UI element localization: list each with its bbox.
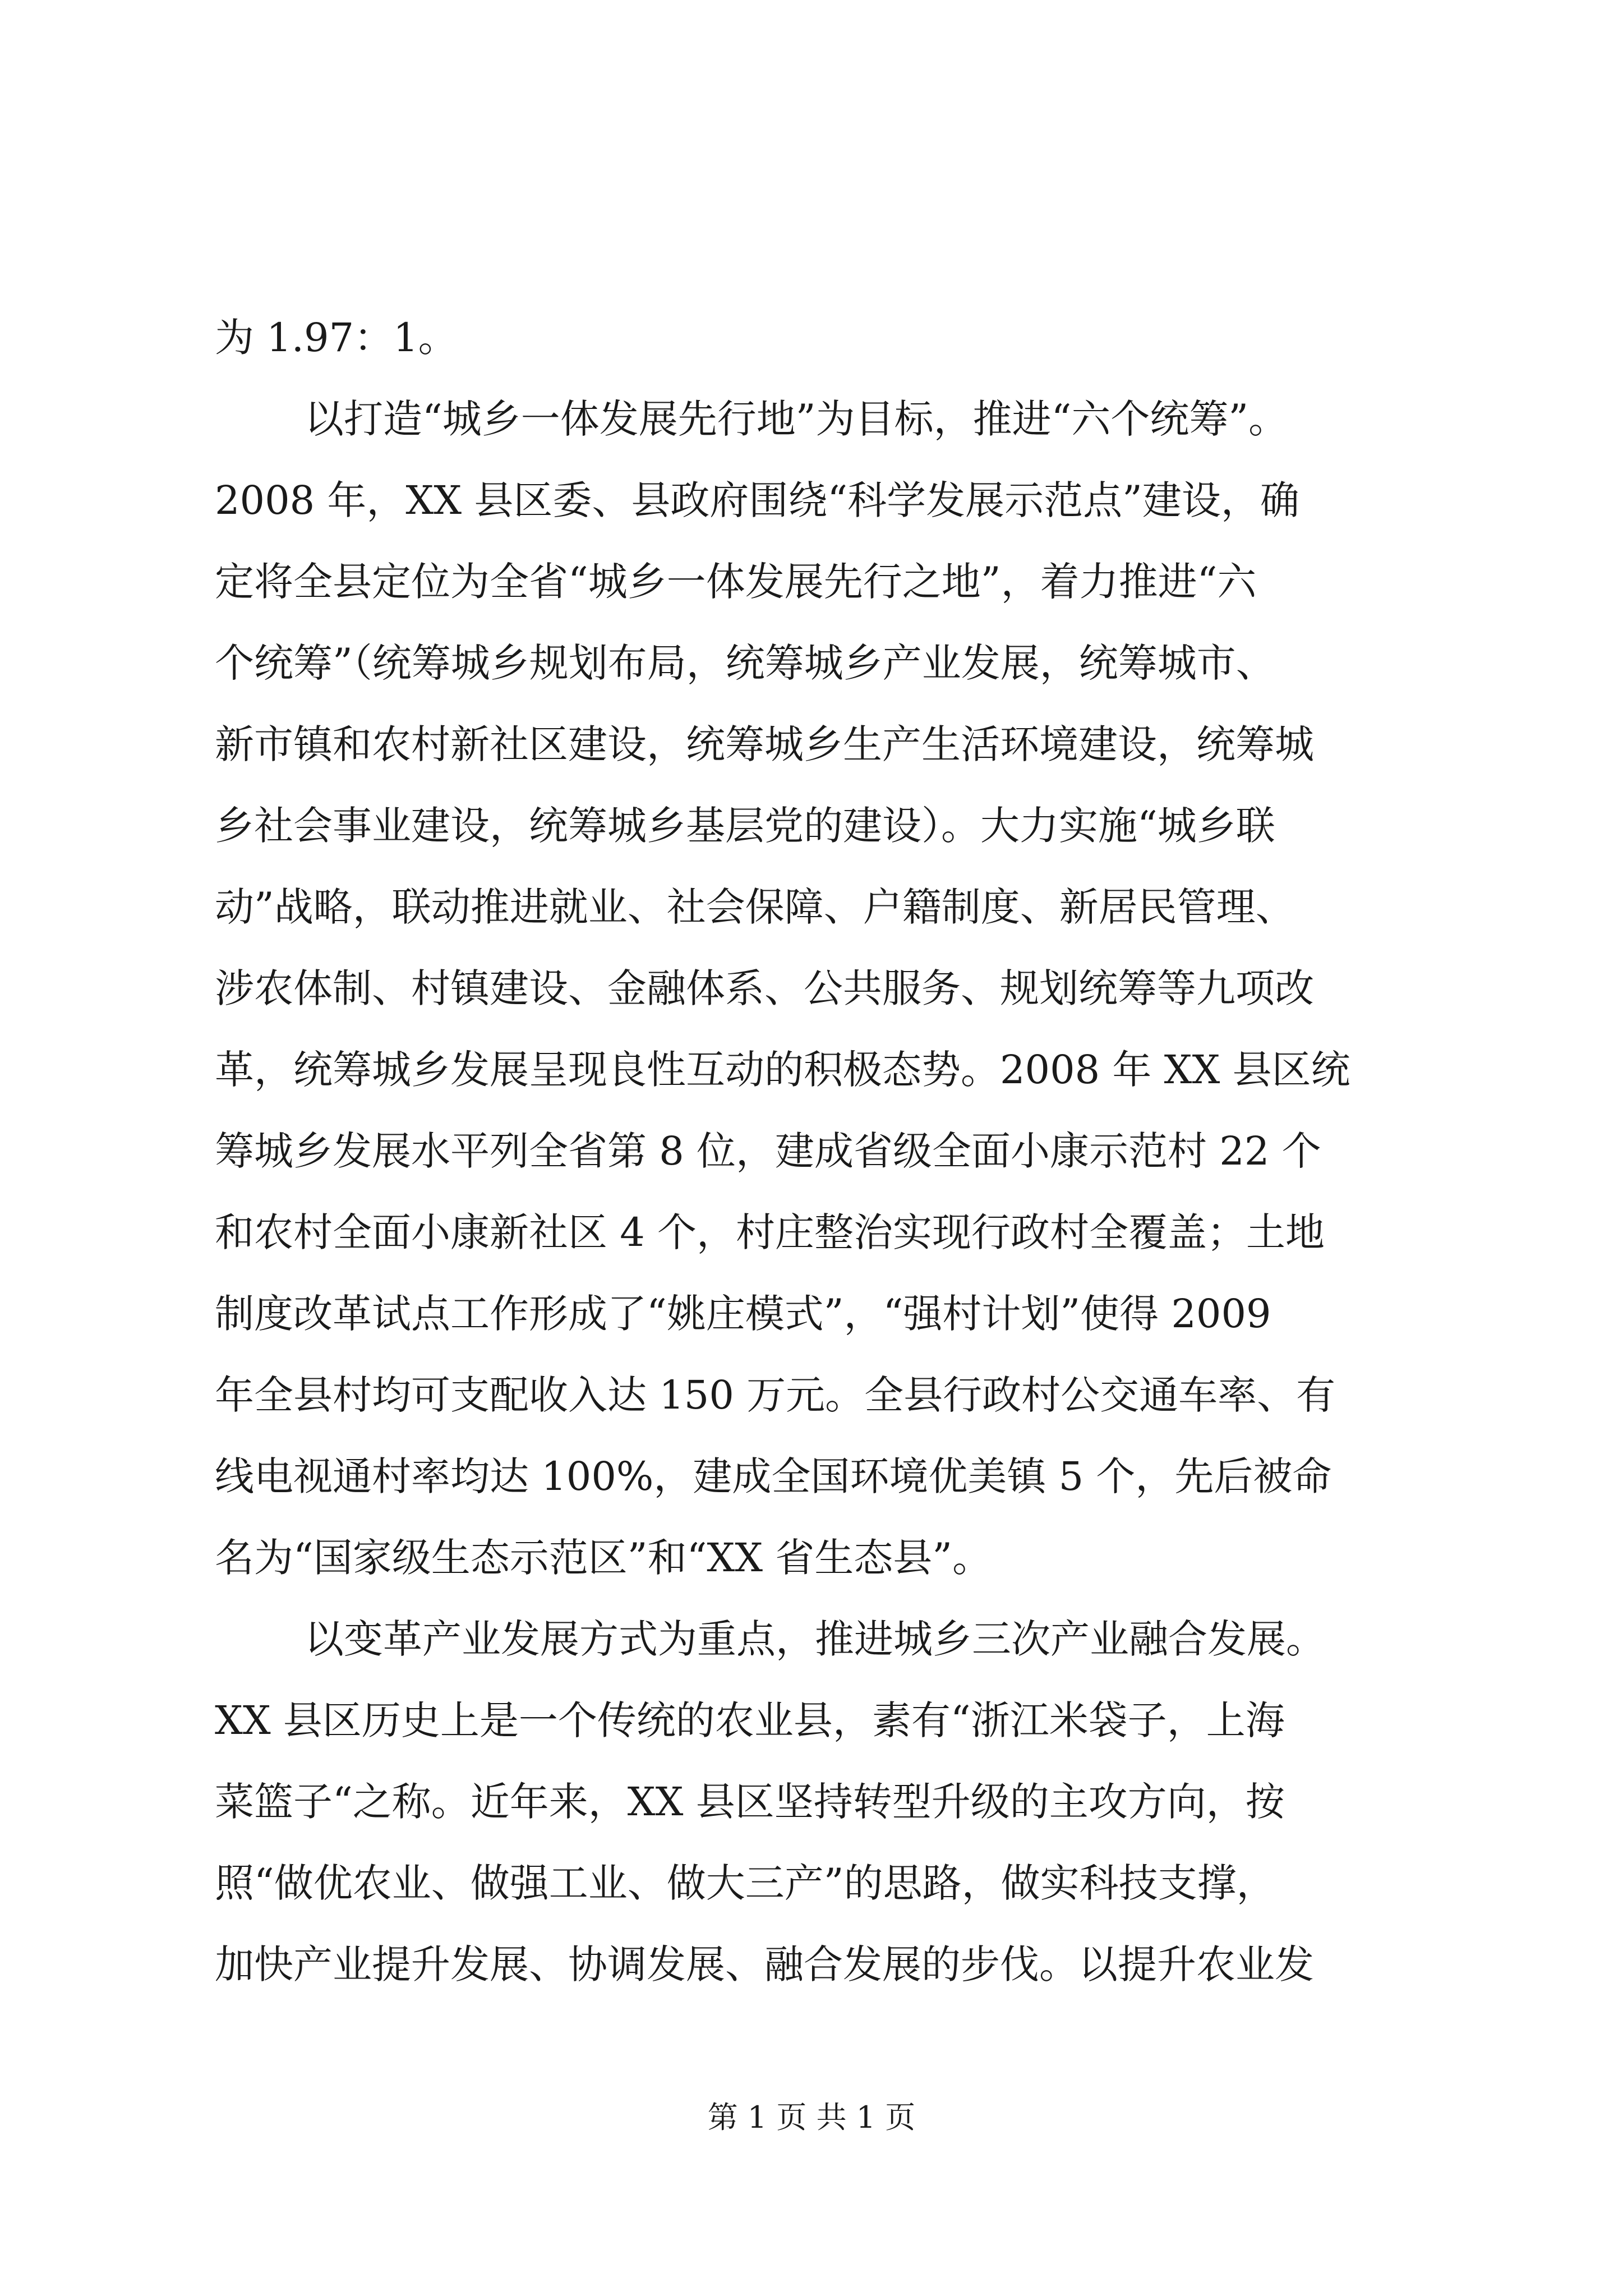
text-line: 动”战略，联动推进就业、社会保障、户籍制度、新居民管理、 [215, 884, 1295, 930]
text-line: 线电视通村率均达 100%，建成全国环境优美镇 5 个，先后被命 [215, 1453, 1332, 1499]
body-text [215, 297, 1415, 2005]
text-line: 新市镇和农村新社区建设，统筹城乡生产生活环境建设，统筹城 [215, 721, 1314, 767]
text-line: 加快产业提升发展、协调发展、融合发展的步伐。以提升农业发 [215, 1941, 1314, 1987]
text-line: 革，统筹城乡发展呈现良性互动的积极态势。2008 年 XX 县区统 [215, 1047, 1350, 1093]
text-line: 年全县村均可支配收入达 150 万元。全县行政村公交通车率、有 [215, 1372, 1336, 1418]
text-line: 名为“国家级生态示范区”和“XX 省生态县”。 [215, 1535, 992, 1581]
text-line: 乡社会事业建设，统筹城乡基层党的建设）。大力实施“城乡联 [215, 803, 1275, 849]
text-line: 定将全县定位为全省“城乡一体发展先行之地”，着力推进“六 [215, 559, 1257, 605]
text-line: 个统筹”（统筹城乡规划布局，统筹城乡产业发展，统筹城市、 [215, 640, 1275, 686]
text-line: 筹城乡发展水平列全省第 8 位，建成省级全面小康示范村 22 个 [215, 1128, 1321, 1174]
text-line: 以打造“城乡一体发展先行地”为目标，推进“六个统筹”。 [305, 396, 1288, 442]
text-line: 制度改革试点工作形成了“姚庄模式”，“强村计划”使得 2009 [215, 1291, 1271, 1337]
text-line: XX 县区历史上是一个传统的农业县，素有“浙江米袋子，上海 [215, 1697, 1285, 1743]
text-line: 照“做优农业、做强工业、做大三产”的思路，做实科技支撑， [215, 1860, 1276, 1906]
text-line: 涉农体制、村镇建设、金融体系、公共服务、规划统筹等九项改 [215, 965, 1314, 1011]
text-line: 2008 年，XX 县区委、县政府围绕“科学发展示范点”建设，确 [215, 477, 1299, 523]
text-line: 以变革产业发展方式为重点，推进城乡三次产业融合发展。 [305, 1616, 1325, 1662]
text-line: 和农村全面小康新社区 4 个，村庄整治实现行政村全覆盖；土地 [215, 1209, 1325, 1255]
page-footer: 第 1 页 共 1 页 [707, 2100, 916, 2135]
text-line: 菜篮子“之称。近年来，XX 县区坚持转型升级的主攻方向，按 [215, 1779, 1285, 1825]
text-line: 为 1.97：1。 [215, 315, 458, 361]
